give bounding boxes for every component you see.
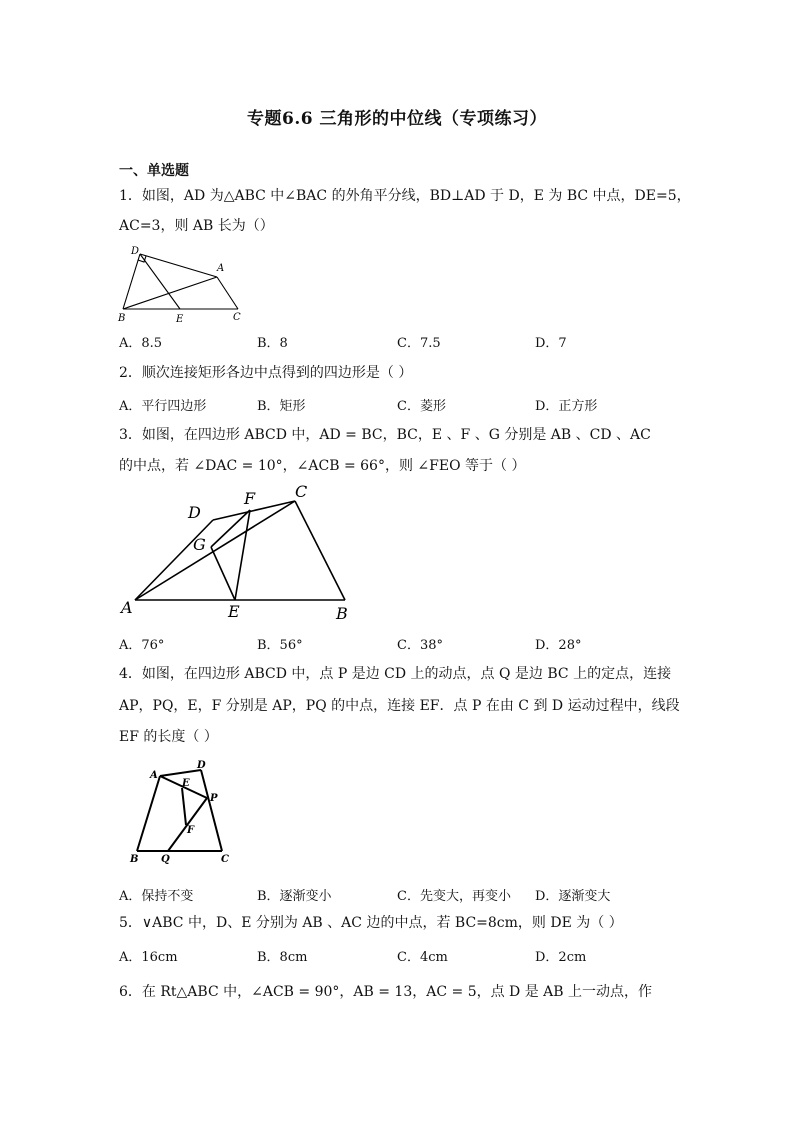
q1-seg-AB [123,277,217,309]
q4-label-F: F [187,825,195,836]
q2-text-line1: 2．顺次连接矩形各边中点得到的四边形是（ ） [119,365,413,381]
section-heading: 一、单选题 [119,163,189,179]
q4-option-b[interactable]: B．逐渐变小 [257,889,332,904]
q4-text-line2: AP，PQ，E，F 分别是 AP，PQ 的中点，连接 EF．点 P 在由 C 到 D 运动过程中，线段 [119,698,680,714]
q3-seg-EF [235,510,250,600]
q1-label-D: D [131,246,140,257]
q5-option-a[interactable]: A．16cm [119,950,178,965]
q1-label-C: C [233,312,241,323]
q5-option-c[interactable]: C．4cm [397,950,448,965]
q3-seg-AC [135,501,295,600]
q4-label-P: P [210,793,218,804]
q3-option-b[interactable]: B．56° [257,638,303,653]
q4-options [119,885,719,903]
q3-seg-CB [295,501,345,600]
q3-seg-AD [135,520,213,600]
q4-seg-EF [182,788,186,825]
q2-options [119,395,719,413]
q3-label-D: D [188,503,201,522]
q1-seg-DA [140,254,217,277]
q3-seg-GE [211,547,235,600]
q1-seg-AC [217,277,238,309]
q5-options [119,946,719,964]
q4-label-C: C [221,854,229,865]
q3-label-B: B [336,604,348,623]
q1-seg-DB [123,254,140,309]
q1-figure [115,240,245,324]
q2-option-a[interactable]: A．平行四边形 [119,399,207,414]
q4-option-c[interactable]: C．先变大，再变小 [397,889,511,904]
q1-label-A: A [217,263,225,274]
q5-option-b[interactable]: B．8cm [257,950,308,965]
q1-text-line1: 1．如图，AD 为△ABC 中∠BAC 的外角平分线，BD⊥AD 于 D，E 为 BC 中点，DE=5， [119,188,691,204]
q3-option-a[interactable]: A．76° [119,638,165,653]
q3-options [119,634,719,652]
q4-text-line3: EF 的长度（ ） [119,729,218,745]
q2-option-c[interactable]: C．菱形 [397,399,446,414]
page-title: 专题6.6 三角形的中位线（专项练习） [247,109,547,129]
q1-option-d[interactable]: D．7 [535,336,567,351]
q4-label-B: B [130,854,139,865]
q4-option-d[interactable]: D．逐渐变大 [535,889,611,904]
q3-label-C: C [295,482,308,501]
q2-option-d[interactable]: D．正方形 [535,399,598,414]
q3-label-F: F [244,489,256,508]
q4-label-E: E [182,778,190,789]
q4-label-D: D [197,760,206,771]
q1-text-line2: AC=3，则 AB 长为（） [119,218,274,234]
q1-option-a[interactable]: A．8.5 [119,336,163,351]
q3-label-G: G [193,535,206,554]
q6-text-line1: 6．在 Rt△ABC 中，∠ACB = 90°，AB = 13，AC = 5，点 D 是 AB 上一动点，作 [119,984,653,1000]
q1-label-B: B [118,313,126,324]
q3-text-line2: 的中点，若 ∠DAC = 10°，∠ACB = 66°，则 ∠FEO 等于（ ） [119,458,526,474]
q4-label-A: A [150,770,158,781]
q3-figure [115,480,355,622]
q3-label-E: E [228,602,240,621]
q4-seg-BA [137,776,160,851]
q1-option-b[interactable]: B．8 [257,336,288,351]
q1-option-c[interactable]: C．7.5 [397,336,441,351]
q4-seg-DC [201,770,222,851]
q4-label-Q: Q [161,854,170,865]
q3-option-c[interactable]: C．38° [397,638,443,653]
q3-label-A: A [121,598,133,617]
q3-option-d[interactable]: D．28° [535,638,582,653]
q1-options [119,332,719,350]
q4-seg-AD [160,770,201,776]
q5-option-d[interactable]: D．2cm [535,950,587,965]
q4-figure [125,758,240,866]
q4-option-a[interactable]: A．保持不变 [119,889,194,904]
q5-text-line1: 5．∨ABC 中，D、E 分别为 AB 、AC 边的中点，若 BC=8cm，则 DE 为（ ） [119,915,623,931]
q1-label-E: E [176,314,184,325]
q2-option-b[interactable]: B．矩形 [257,399,306,414]
q4-text-line1: 4．如图，在四边形 ABCD 中，点 P 是边 CD 上的动点，点 Q 是边 BC 上的定点，连接 [119,666,672,682]
q3-text-line1: 3．如图，在四边形 ABCD 中，AD = BC，BC，E 、F 、G 分别是 AB 、CD 、AC [119,427,651,443]
